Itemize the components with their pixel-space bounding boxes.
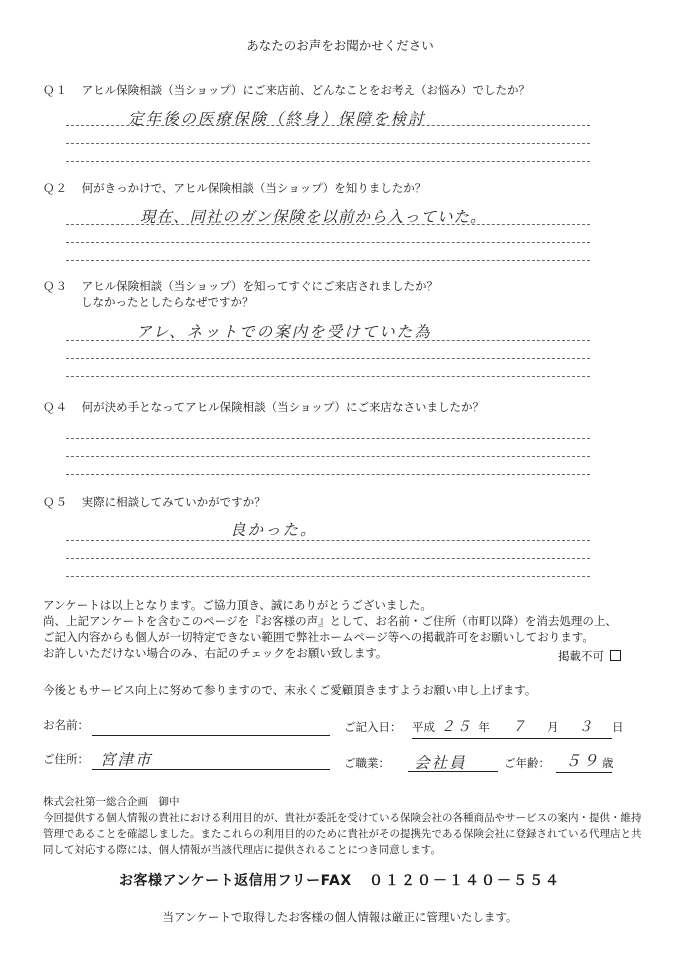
answer-2-line-1 [66, 224, 590, 225]
date-era: 平成 [412, 720, 435, 734]
question-3-number: Ｑ３ [43, 279, 68, 293]
date-year: ２５ [440, 719, 473, 735]
age-unit: 歳 [602, 756, 614, 770]
question-1 [43, 83, 530, 98]
page-title: あなたのお声をお聞かせください [246, 38, 434, 53]
answer-5: 良かった。 [230, 521, 318, 539]
answer-4-line-1 [66, 438, 590, 439]
privacy-paragraph-line-2: 管理であることを確認しました。またこれらの利用目的のために貴社がその提携先である保険会社に登録されている代理店と共 [43, 828, 642, 840]
closing-line-2: 尚、上記アンケートを含むこのページを『お客様の声』として、お名前・ご住所（市町以降）を消去処理の上、 [43, 614, 617, 628]
fax-info [0, 870, 680, 890]
answer-4-line-2 [66, 456, 590, 457]
answer-3-line-3 [66, 376, 590, 377]
answer-5-line-1 [66, 540, 590, 541]
no-publish-checkbox[interactable] [610, 650, 621, 661]
answer-2: 現在、同社のガン保険を以前から入っていた。 [140, 208, 487, 226]
privacy-paragraph-line-3: 同して対応する際には、個人情報が当該代理店に提供されることにつき同意します。 [43, 844, 441, 856]
answer-3-line-2 [66, 358, 590, 359]
answer-5-line-3 [66, 576, 590, 577]
fax-label: お客様アンケート返信用フリーFAX [118, 873, 352, 889]
name-label: お名前： [43, 718, 89, 732]
answer-3-line-1 [66, 340, 590, 341]
answer-1: 定年後の医療保険（終身）保障を検討 [128, 110, 426, 128]
answer-4-line-3 [66, 474, 590, 475]
age-label: ご年齢： [504, 756, 550, 770]
address-label: ご住所： [43, 752, 89, 766]
closing-line-5: 今後ともサービス向上に努めて参りますので、末永くご愛顧頂きますようお願い申し上げます。 [43, 683, 537, 697]
age-value[interactable]: ５９ [565, 752, 601, 770]
question-2 [43, 181, 426, 196]
question-3 [43, 279, 438, 294]
date-underline [412, 738, 612, 739]
name-field[interactable] [92, 735, 330, 736]
date-month: ７ [511, 719, 528, 735]
answer-1-line-3 [66, 161, 590, 162]
question-1-text: アヒル保険相談（当ショップ）にご来店前、どんなことをお考え（お悩み）でしたか？ [81, 83, 531, 97]
question-2-text: 何がきっかけで、アヒル保険相談（当ショップ）を知りましたか？ [81, 181, 427, 195]
age-field [556, 772, 612, 773]
answer-1-line-1 [66, 125, 590, 126]
date-month-unit: 月 [547, 720, 559, 734]
fax-number[interactable]: ０１２０－１４０－５５４ [369, 873, 562, 889]
date-year-unit: 年 [478, 720, 490, 734]
answer-5-line-2 [66, 558, 590, 559]
question-4-text: 何が決め手となってアヒル保険相談（当ショップ）にご来店なさいましたか？ [81, 400, 485, 414]
date-day-unit: 日 [611, 720, 624, 734]
company-addressee: 株式会社第一総合企画 御中 [43, 796, 180, 808]
answer-1-line-2 [66, 143, 590, 144]
date-field[interactable] [412, 720, 623, 735]
bottom-notice: 当アンケートで取得したお客様の個人情報は厳正に管理いたします。 [162, 910, 518, 924]
question-5-number: Ｑ５ [43, 495, 68, 509]
date-label: ご記入日： [344, 720, 402, 734]
address-value[interactable]: 宮津市 [100, 751, 153, 769]
question-3-subtext: しなかったとしたらなぜですか？ [81, 295, 254, 309]
question-3-text: アヒル保険相談（当ショップ）を知ってすぐにご来店されましたか？ [81, 279, 439, 293]
address-field [92, 769, 330, 770]
no-publish-option[interactable] [558, 649, 621, 664]
answer-2-line-2 [66, 242, 590, 243]
job-label: ご職業： [344, 756, 390, 770]
closing-line-1: アンケートは以上となります。ご協力頂き、誠にありがとうございました。 [43, 598, 432, 612]
closing-line-4: お許しいただけない場合のみ、右記のチェックをお願い致します。 [43, 646, 388, 660]
answer-2-line-3 [66, 260, 590, 261]
privacy-paragraph-line-1: 今回提供する個人情報の貴社における利用目的が、貴社が委託を受けている保険会社の各種商品やサービスの案内・提供・維持 [43, 812, 642, 824]
job-field [408, 771, 498, 772]
question-5 [43, 495, 266, 510]
date-day: ３ [578, 719, 595, 735]
job-value[interactable]: 会社員 [414, 754, 467, 772]
question-2-number: Ｑ２ [43, 181, 68, 195]
question-1-number: Ｑ１ [43, 83, 68, 97]
question-4 [43, 400, 484, 415]
answer-3: アレ、ネットでの案内を受けていた為 [136, 323, 432, 341]
no-publish-label: 掲載不可 [558, 649, 604, 663]
closing-line-3: ご記入内容からも個人が一切特定できない範囲で弊社ホームページ等への掲載許可をお願いしております。 [43, 630, 594, 644]
question-4-number: Ｑ４ [43, 400, 68, 414]
question-5-text: 実際に相談してみていかがですか？ [81, 495, 266, 509]
